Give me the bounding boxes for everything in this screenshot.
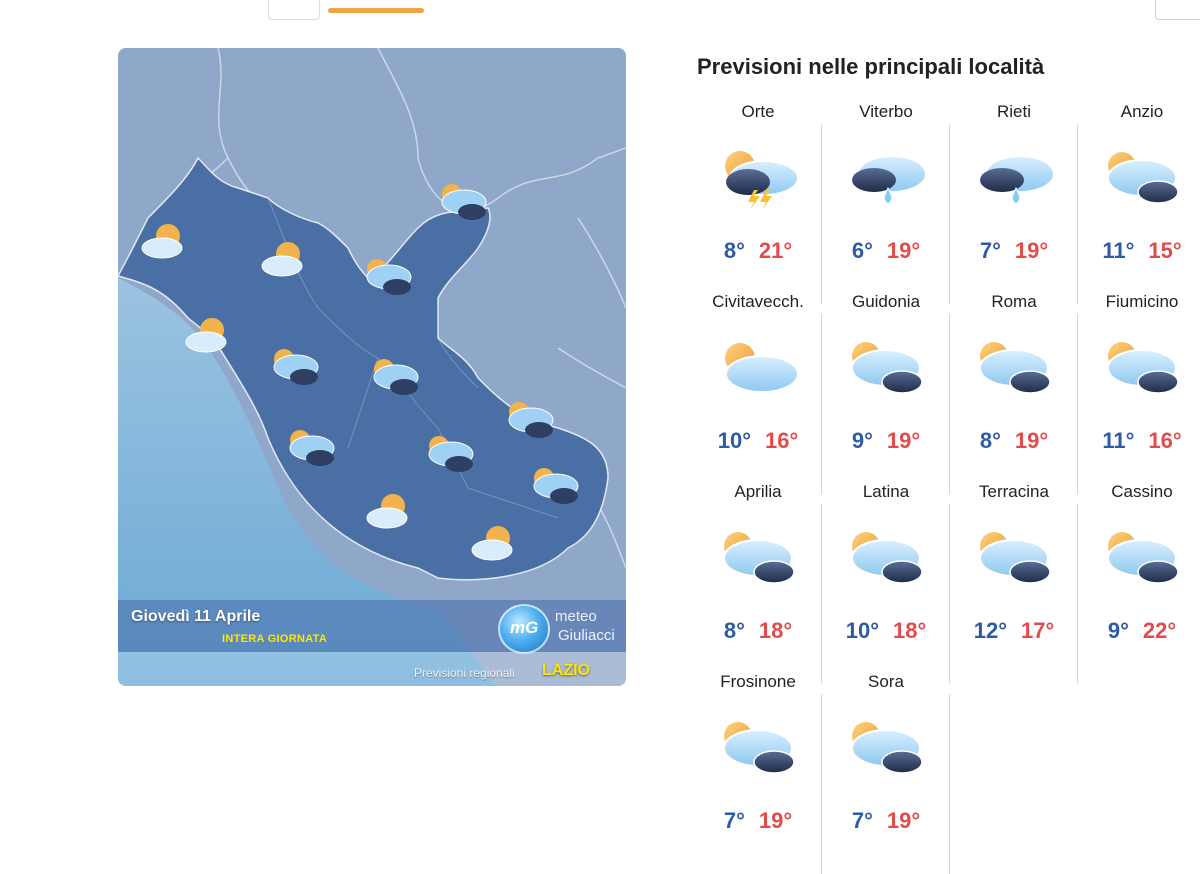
region-prefix: Previsioni regionali [414, 666, 515, 680]
max-temperature: 18° [758, 618, 793, 643]
column-divider [821, 694, 822, 874]
max-temperature: 16° [1148, 428, 1182, 453]
city-forecast-aprilia [694, 478, 822, 668]
city-forecast-rieti [950, 98, 1078, 288]
city-name: Terracina [979, 482, 1049, 501]
partly-cloudy-icon [846, 526, 930, 592]
max-temperature: 18° [893, 618, 927, 643]
max-temperature: 16° [765, 428, 799, 453]
city-name: Civitavecch. [712, 292, 804, 311]
max-temperature: 19° [1014, 238, 1049, 263]
column-divider [821, 504, 822, 684]
city-forecast-sora [822, 668, 950, 858]
temperature-range [1078, 238, 1200, 264]
forecast-period: INTERA GIORNATA [222, 633, 328, 645]
max-temperature: 19° [886, 808, 921, 833]
top-right-button[interactable] [1155, 0, 1200, 20]
region-forecast-map [118, 48, 626, 686]
city-forecast-civitavecch [694, 288, 822, 478]
partly-cloudy-icon [974, 336, 1058, 402]
brand-name-line1: meteo [555, 608, 597, 625]
partly-cloudy-icon [1102, 146, 1186, 212]
partly-cloudy-icon [1102, 526, 1186, 592]
partly-cloudy-icon [718, 716, 802, 782]
partly-cloudy-icon [1102, 336, 1186, 402]
column-divider [821, 124, 822, 304]
city-name: Orte [741, 102, 775, 121]
min-temperature: 7° [851, 808, 873, 833]
partly-cloudy-icon [846, 336, 930, 402]
city-name: Cassino [1111, 482, 1173, 501]
top-tab-button[interactable] [268, 0, 320, 20]
city-forecast-terracina [950, 478, 1078, 668]
min-temperature: 6° [851, 238, 873, 263]
min-temperature: 11° [1102, 428, 1135, 453]
city-name: Viterbo [859, 102, 913, 121]
city-forecast-cassino [1078, 478, 1200, 668]
brand-name-line2: Giuliacci [558, 627, 615, 644]
rain-cloud-icon [846, 146, 930, 212]
city-forecast-orte [694, 98, 822, 288]
temperature-range [1078, 618, 1200, 644]
column-divider [821, 314, 822, 494]
column-divider [949, 314, 950, 494]
map-pin-partly-cloudy-icon [284, 426, 342, 470]
city-forecast-anzio [1078, 98, 1200, 288]
active-tab-indicator [328, 8, 424, 13]
sun-cloud-icon [718, 336, 802, 402]
column-divider [949, 124, 950, 304]
max-temperature: 21° [758, 238, 793, 263]
temperature-range [694, 428, 822, 454]
temperature-range [950, 618, 1078, 644]
city-name: Sora [868, 672, 904, 691]
temperature-range [822, 808, 950, 834]
min-temperature: 8° [723, 618, 745, 643]
min-temperature: 10° [845, 618, 879, 643]
city-forecast-frosinone [694, 668, 822, 858]
max-temperature: 17° [1021, 618, 1055, 643]
max-temperature: 19° [758, 808, 793, 833]
column-divider [1077, 314, 1078, 494]
map-pin-sun-cloud-icon [258, 236, 316, 280]
max-temperature: 22° [1142, 618, 1177, 643]
map-pin-partly-cloudy-icon [361, 255, 419, 299]
city-name: Latina [862, 482, 910, 501]
column-divider [1077, 124, 1078, 304]
map-pin-partly-cloudy-icon [268, 345, 326, 389]
partly-cloudy-icon [846, 716, 930, 782]
map-pin-partly-cloudy-icon [528, 464, 586, 508]
map-pin-sun-cloud-icon [182, 312, 240, 356]
city-name: Frosinone [720, 672, 796, 691]
temperature-range [1078, 428, 1200, 454]
max-temperature: 15° [1148, 238, 1182, 263]
min-temperature: 8° [723, 238, 745, 263]
meteo-giuliacci-logo-icon [498, 604, 550, 654]
city-name: Rieti [996, 102, 1031, 121]
logo-mark: mG [510, 618, 539, 637]
min-temperature: 12° [973, 618, 1007, 643]
map-pin-partly-cloudy-icon [503, 398, 561, 442]
section-title: Previsioni nelle principali località [697, 54, 1045, 79]
temperature-range [694, 238, 822, 264]
column-divider [1077, 504, 1078, 684]
map-pin-partly-cloudy-icon [423, 432, 481, 476]
partly-cloudy-icon [718, 526, 802, 592]
min-temperature: 11° [1102, 238, 1135, 263]
min-temperature: 7° [723, 808, 745, 833]
map-pin-partly-cloudy-icon [368, 355, 426, 399]
region-name: LAZIO [542, 662, 590, 679]
rain-cloud-icon [974, 146, 1058, 212]
city-forecast-roma [950, 288, 1078, 478]
min-temperature: 8° [979, 428, 1001, 453]
column-divider [949, 504, 950, 684]
partly-cloudy-icon [974, 526, 1058, 592]
thunderstorm-icon [718, 146, 802, 212]
city-forecast-fiumicino [1078, 288, 1200, 478]
temperature-range [694, 808, 822, 834]
temperature-range [822, 238, 950, 264]
map-pin-sun-cloud-icon [363, 488, 421, 532]
temperature-range [822, 618, 950, 644]
forecast-date: Giovedì 11 Aprile [131, 608, 261, 625]
min-temperature: 7° [979, 238, 1001, 263]
city-forecast-guidonia [822, 288, 950, 478]
map-pin-sun-cloud-icon [468, 520, 526, 564]
max-temperature: 19° [1014, 428, 1049, 453]
min-temperature: 9° [1107, 618, 1129, 643]
city-name: Anzio [1120, 102, 1164, 121]
map-pin-sun-cloud-icon [138, 218, 196, 262]
temperature-range [950, 428, 1078, 454]
map-footer [118, 600, 626, 686]
city-name: Roma [991, 292, 1037, 311]
temperature-range [694, 618, 822, 644]
min-temperature: 9° [851, 428, 873, 453]
city-name: Guidonia [851, 292, 921, 311]
map-pin-partly-cloudy-icon [436, 180, 494, 224]
city-forecast-viterbo [822, 98, 950, 288]
city-name: Fiumicino [1105, 292, 1179, 311]
city-name: Aprilia [734, 482, 782, 501]
max-temperature: 19° [886, 428, 921, 453]
temperature-range [950, 238, 1078, 264]
min-temperature: 10° [717, 428, 751, 453]
temperature-range [822, 428, 950, 454]
city-forecast-latina [822, 478, 950, 668]
column-divider [949, 694, 950, 874]
max-temperature: 19° [886, 238, 921, 263]
